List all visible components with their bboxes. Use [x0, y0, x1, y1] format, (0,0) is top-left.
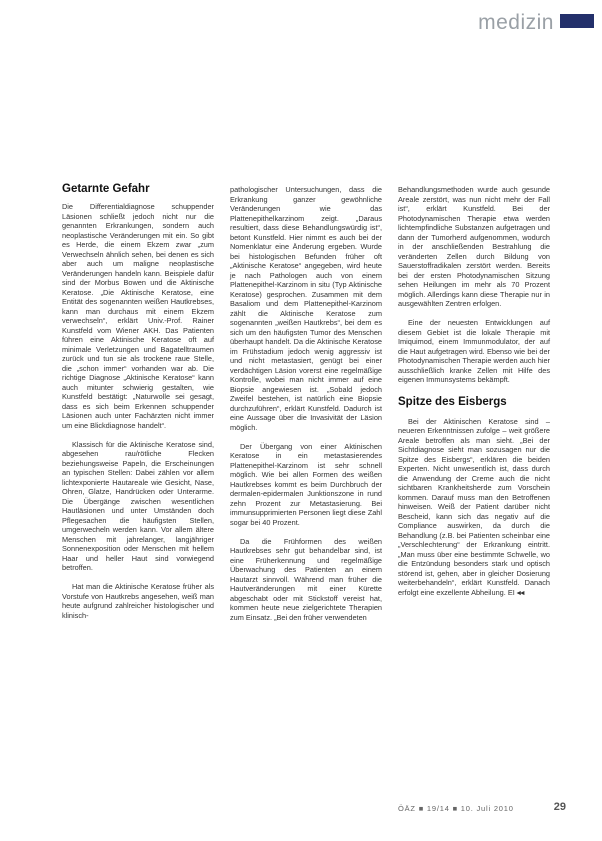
paragraph: Hat man die Aktinische Keratose früher als Vorstufe von Hautkrebs angesehen, weiß man heute aufgrund zahlreicher histologischer und klinisch-: [62, 582, 214, 620]
paragraph: Der Übergang von einer Aktinischen Keratose in ein metastasierendes Plattenepithel-Karzinom ist sehr schnell möglich. Wie bei allen Formen des weißen Hautkrebses kommt es beim Durchbruch der dermalen-epidermalen Junktionszone in rund zehn Prozent zur Metastasierung. Bei immunsupprimierten Personen liegt diese Zahl sogar bei 40 Prozent.: [230, 441, 382, 527]
column-3: [398, 185, 550, 607]
paragraph: Da die Frühformen des weißen Hautkrebses sehr gut behandelbar sind, ist eine Früherkennung und regelmäßige Überwachung des Patienten an einem Hautarzt sinnvoll. Während man früher die Hautveränderungen mit einer Kürette abgeschabt oder mit Stickstoff vereist hat, kommen heute neue zielgerichtete Therapien zum Einsatz. „Bei den früher verwendeten: [230, 536, 382, 622]
paragraph: [398, 417, 550, 598]
paragraph: Eine der neuesten Entwicklungen auf diesem Gebiet ist die lokale Therapie mit Imiquimod, einem Immunmodulator, der auf die Haut aufgetragen wird. Ebenso wie bei der Photodynamischen Therapie werden auch hier ausschließlich kranke Zellen mit Hilfe des eigenen Immunsystems bekämpft.: [398, 318, 550, 384]
paragraph: Behandlungsmethoden wurde auch gesunde Areale zerstört, was nun nicht mehr der Fall ist“, erklärt Kunstfeld. Bei der Photodynamischen Therapie etwa werden lichtempfindliche Substanzen aufgetragen und dann der Tumorherd aufgenommen, wodurch in der anschließenden Bestrahlung die veränderten Zellen durch Bildung von Sauerstoffradikalen zerstört werden. Bereits bei der ersten Photodynamischen Sitzung sehen Heilungen im mehr als 70 Prozent möglich. Allerdings kann diese Therapie nur in ausgewählten Zentren erfolgen.: [398, 185, 550, 308]
paragraph: Die Differentialdiagnose schuppender Läsionen schließt jedoch nicht nur die genannten Erkrankungen, sondern auch neoplastische Veränderungen mit ein. So gibt es Herde, die einem Ekzem zwar „zum Verwechseln ähnlich sehen, bei denen es sich aber auch um maligne neoplastische Veränderungen handeln kann. Beispiele dafür sind der Morbus Bowen und die Aktinische Keratose. „Die Aktinische Keratose, eine Entität des sogenannten weißen Hautkrebses, kann man durchaus mit einem Ekzem verwechseln“, erklärt Univ.-Prof. Rainer Kunstfeld vom Wiener AKH. Das Patienten führen eine Aktinische Keratose oft auf minimale Verletzungen und Bagatelltraumen zurück und tun sie als trockene raue Stelle, die „schon immer“ vorhanden war ab. Die richtige Diagnose „Aktinische Keratose“ kann auch mitunter schwierig gestalten, wie Kunstfeld bestätigt: „Naturwolle sei gesagt, dass es sich beim Erkennen schuppender Läsionen auch unter Fachärzten nicht immer um eine Blickdiagnose handelt“.: [62, 202, 214, 430]
page-footer: [398, 801, 566, 814]
author-initials: EI: [507, 587, 515, 597]
column-1: [62, 185, 214, 630]
page-number: 29: [553, 801, 566, 813]
section-color-bar: [560, 14, 594, 28]
section-heading: Getarnte Gefahr: [62, 183, 150, 195]
issue-citation: ÖÄZ ■ 19/14 ■ 10. Juli 2010: [398, 804, 514, 813]
paragraph: pathologischer Untersuchungen, dass die Erkrankung ganzer gewöhnliche Veränderungen wie das Plattenepithelkarzinom zeigt. „Daraus resultiert, dass diese Behandlungswürdig ist“, betont Kunstfeld. Hier nimmt es auch bei der Nomenklatur eine Änderung ergeben. Wurde bei histologischen Befunden früher oft „Aktinische Keratose“ angegeben, wird heute je nach Pathologen auch von einem Plattenepithel-Karzinom in situ (Typ Aktinische Keratose) gesprochen. Zusammen mit dem Basaliom und dem Plattenepithel-Karzinom zählt die Aktinische Keratose zum sogenannten „weißen Hautkrebs“, bei dem es sich um den häufigsten Tumor des Menschen überhaupt handelt. Da die Aktinische Keratose im Frühstadium jedoch wenig aggressiv ist und nicht metastasiert, genügt bei einer verdächtigen Läsion vorerst eine regelmäßige Kontrolle, wobei man nicht immer auf eine Biopsie angewiesen ist. „Sobald jedoch Zweifel bestehen, ist natürlich eine Biopsie durchzuführen“, erklärt Kunstfeld. Dadurch ist eine Aussage über die Invasivität der Läsion möglich.: [230, 185, 382, 432]
paragraph-text: Bei der Aktinischen Keratose sind – neueren Erkenntnissen zufolge – weit größere Areale betroffen als man sieht. „Bei der Sichtdiagnose sieht man sozusagen nur die Spitze des Eisbergs“, erklären die beiden Experten. Nicht unwesentlich ist, dass durch die Anwendung der Creme auch die nicht sichtbaren Krankheitsherde zum Vorschein kommen. Darauf muss man den Betroffenen hinweisen. Weiß der Patient darüber nicht Bescheid, kann sich das negativ auf die Compliance auswirken, da durch die Behandlung (z.B. bei Patienten scheinbar eine „Verschlechterung“ der Erkrankung eintritt. „Man muss über eine bestimmte Schwelle, wo die Entzündung besonders stark und optisch störend ist, gehen, aber in gleicher Dosierung weiterbehandeln“, erklärt Kunstfeld. Danach erfolgt eine exzellente Abheilung.: [398, 416, 550, 597]
section-title: medizin: [478, 11, 554, 34]
paragraph: Klassisch für die Aktinische Keratose sind, abgesehen rau/rötliche Flecken beziehungsweise Papeln, die Erscheinungen an typischen Stellen: Dabei zählen vor allem lichtexponierte Hautareale wie Gesicht, Nase, Ohren, Glatze, Handrücken oder Unterarme. Die Übergänge zwischen wesentlichen Hautläsionen und unter Umständen doch Pflegesachen die häufigsten Stellen, umgerwecheln werden kann. Vor allem ältere Menschen mit jahrelanger, langjähriger Sonnenexposition oder Menschen mit hellem Haar und heller Haut sind vorwiegend betroffen.: [62, 439, 214, 572]
article-end-icon: ◂◂: [516, 587, 525, 597]
column-2: [230, 185, 382, 632]
section-heading: Spitze des Eisbergs: [398, 395, 507, 408]
